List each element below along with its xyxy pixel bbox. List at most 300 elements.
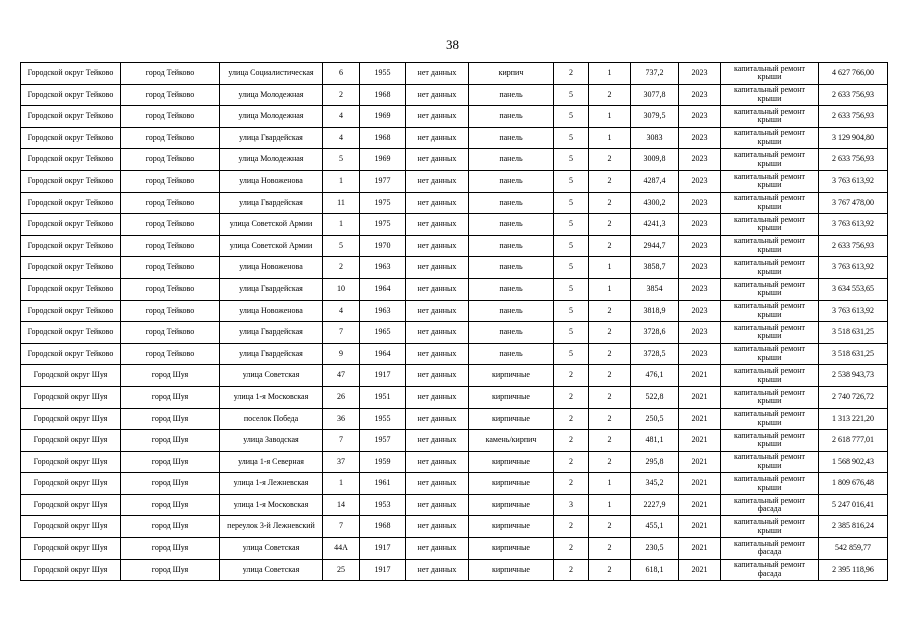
street-cell: улица Советской Армии [220, 214, 323, 236]
cost-cell: 1 568 902,43 [819, 451, 888, 473]
table-row [21, 192, 888, 214]
year-built-cell: 1917 [360, 559, 406, 581]
entrances-cell: 2 [589, 559, 631, 581]
work-year-cell: 2021 [679, 538, 721, 560]
year-built-cell: 1917 [360, 365, 406, 387]
house-number-cell: 44А [323, 538, 360, 560]
work-type-cell: капитальный ремонт крыши [721, 386, 819, 408]
municipality-cell: Городской округ Шуя [21, 516, 121, 538]
wall-material-cell: панель [469, 278, 554, 300]
work-year-cell: 2021 [679, 430, 721, 452]
floors-cell: 5 [554, 322, 589, 344]
table-body [21, 63, 888, 581]
entrances-cell: 2 [589, 538, 631, 560]
settlement-cell: город Тейково [121, 322, 220, 344]
data-note-cell: нет данных [406, 84, 469, 106]
table-row [21, 451, 888, 473]
area-cell: 4300,2 [631, 192, 679, 214]
municipality-cell: Городской округ Тейково [21, 214, 121, 236]
work-type-cell: капитальный ремонт крыши [721, 430, 819, 452]
floors-cell: 5 [554, 300, 589, 322]
data-note-cell: нет данных [406, 365, 469, 387]
work-type-cell: капитальный ремонт крыши [721, 84, 819, 106]
wall-material-cell: панель [469, 235, 554, 257]
area-cell: 2944,7 [631, 235, 679, 257]
area-cell: 3858,7 [631, 257, 679, 279]
data-note-cell: нет данных [406, 494, 469, 516]
year-built-cell: 1965 [360, 322, 406, 344]
municipality-cell: Городской округ Тейково [21, 257, 121, 279]
area-cell: 230,5 [631, 538, 679, 560]
year-built-cell: 1959 [360, 451, 406, 473]
wall-material-cell: кирпичные [469, 386, 554, 408]
street-cell: улица Советской Армии [220, 235, 323, 257]
entrances-cell: 2 [589, 365, 631, 387]
house-number-cell: 5 [323, 235, 360, 257]
page-number: 38 [446, 37, 459, 52]
municipality-cell: Городской округ Тейково [21, 343, 121, 365]
floors-cell: 5 [554, 235, 589, 257]
work-year-cell: 2023 [679, 84, 721, 106]
entrances-cell: 2 [589, 386, 631, 408]
wall-material-cell: кирпичные [469, 516, 554, 538]
area-cell: 3728,6 [631, 322, 679, 344]
cost-cell: 2 395 118,96 [819, 559, 888, 581]
street-cell: улица Гвардейская [220, 322, 323, 344]
area-cell: 476,1 [631, 365, 679, 387]
house-number-cell: 1 [323, 214, 360, 236]
data-note-cell: нет данных [406, 538, 469, 560]
house-number-cell: 9 [323, 343, 360, 365]
cost-cell: 3 767 478,00 [819, 192, 888, 214]
settlement-cell: город Шуя [121, 516, 220, 538]
work-year-cell: 2023 [679, 106, 721, 128]
work-type-cell: капитальный ремонт крыши [721, 214, 819, 236]
house-number-cell: 2 [323, 257, 360, 279]
floors-cell: 5 [554, 257, 589, 279]
street-cell: улица Социалистическая [220, 63, 323, 85]
house-number-cell: 36 [323, 408, 360, 430]
work-type-cell: капитальный ремонт крыши [721, 235, 819, 257]
data-note-cell: нет данных [406, 127, 469, 149]
entrances-cell: 2 [589, 84, 631, 106]
work-type-cell: капитальный ремонт крыши [721, 278, 819, 300]
house-number-cell: 4 [323, 300, 360, 322]
cost-cell: 3 518 631,25 [819, 343, 888, 365]
area-cell: 618,1 [631, 559, 679, 581]
work-type-cell: капитальный ремонт крыши [721, 300, 819, 322]
work-year-cell: 2023 [679, 322, 721, 344]
settlement-cell: город Тейково [121, 278, 220, 300]
buildings-table [20, 62, 888, 581]
table-row [21, 365, 888, 387]
municipality-cell: Городской округ Шуя [21, 494, 121, 516]
work-type-cell: капитальный ремонт крыши [721, 451, 819, 473]
entrances-cell: 2 [589, 343, 631, 365]
wall-material-cell: панель [469, 192, 554, 214]
year-built-cell: 1969 [360, 149, 406, 171]
floors-cell: 2 [554, 451, 589, 473]
house-number-cell: 37 [323, 451, 360, 473]
year-built-cell: 1955 [360, 63, 406, 85]
house-number-cell: 11 [323, 192, 360, 214]
table-row [21, 235, 888, 257]
wall-material-cell: кирпичные [469, 473, 554, 495]
area-cell: 3077,8 [631, 84, 679, 106]
street-cell: улица Гвардейская [220, 192, 323, 214]
work-year-cell: 2021 [679, 451, 721, 473]
year-built-cell: 1975 [360, 214, 406, 236]
work-year-cell: 2021 [679, 408, 721, 430]
data-note-cell: нет данных [406, 278, 469, 300]
cost-cell: 542 859,77 [819, 538, 888, 560]
entrances-cell: 1 [589, 473, 631, 495]
work-year-cell: 2023 [679, 343, 721, 365]
entrances-cell: 1 [589, 106, 631, 128]
house-number-cell: 6 [323, 63, 360, 85]
data-note-cell: нет данных [406, 170, 469, 192]
street-cell: улица Новоженова [220, 300, 323, 322]
floors-cell: 5 [554, 343, 589, 365]
street-cell: улица 1-я Московская [220, 494, 323, 516]
settlement-cell: город Тейково [121, 127, 220, 149]
cost-cell: 2 618 777,01 [819, 430, 888, 452]
year-built-cell: 1963 [360, 300, 406, 322]
wall-material-cell: панель [469, 149, 554, 171]
entrances-cell: 2 [589, 516, 631, 538]
data-note-cell: нет данных [406, 63, 469, 85]
area-cell: 4287,4 [631, 170, 679, 192]
area-cell: 3818,9 [631, 300, 679, 322]
settlement-cell: город Шуя [121, 408, 220, 430]
municipality-cell: Городской округ Тейково [21, 84, 121, 106]
work-type-cell: капитальный ремонт крыши [721, 473, 819, 495]
cost-cell: 3 763 613,92 [819, 300, 888, 322]
street-cell: улица Молодежная [220, 84, 323, 106]
wall-material-cell: кирпичные [469, 365, 554, 387]
settlement-cell: город Тейково [121, 84, 220, 106]
work-year-cell: 2023 [679, 127, 721, 149]
house-number-cell: 4 [323, 127, 360, 149]
wall-material-cell: панель [469, 322, 554, 344]
floors-cell: 5 [554, 214, 589, 236]
year-built-cell: 1968 [360, 127, 406, 149]
work-type-cell: капитальный ремонт крыши [721, 127, 819, 149]
floors-cell: 3 [554, 494, 589, 516]
municipality-cell: Городской округ Шуя [21, 408, 121, 430]
street-cell: улица Новоженова [220, 257, 323, 279]
cost-cell: 3 763 613,92 [819, 257, 888, 279]
settlement-cell: город Шуя [121, 386, 220, 408]
area-cell: 295,8 [631, 451, 679, 473]
street-cell: поселок Победа [220, 408, 323, 430]
wall-material-cell: панель [469, 343, 554, 365]
cost-cell: 3 518 631,25 [819, 322, 888, 344]
work-year-cell: 2023 [679, 235, 721, 257]
cost-cell: 2 633 756,93 [819, 84, 888, 106]
house-number-cell: 1 [323, 473, 360, 495]
settlement-cell: город Тейково [121, 106, 220, 128]
cost-cell: 2 633 756,93 [819, 235, 888, 257]
settlement-cell: город Тейково [121, 170, 220, 192]
work-type-cell: капитальный ремонт крыши [721, 63, 819, 85]
entrances-cell: 1 [589, 63, 631, 85]
table-row [21, 343, 888, 365]
settlement-cell: город Тейково [121, 149, 220, 171]
table-row [21, 149, 888, 171]
floors-cell: 2 [554, 516, 589, 538]
floors-cell: 5 [554, 192, 589, 214]
entrances-cell: 1 [589, 127, 631, 149]
entrances-cell: 2 [589, 214, 631, 236]
area-cell: 3079,5 [631, 106, 679, 128]
cost-cell: 2 385 816,24 [819, 516, 888, 538]
street-cell: улица Гвардейская [220, 343, 323, 365]
cost-cell: 3 763 613,92 [819, 214, 888, 236]
area-cell: 3728,5 [631, 343, 679, 365]
work-type-cell: капитальный ремонт фасада [721, 494, 819, 516]
table-row [21, 127, 888, 149]
floors-cell: 2 [554, 538, 589, 560]
entrances-cell: 2 [589, 322, 631, 344]
entrances-cell: 2 [589, 408, 631, 430]
cost-cell: 1 809 676,48 [819, 473, 888, 495]
data-note-cell: нет данных [406, 149, 469, 171]
settlement-cell: город Шуя [121, 430, 220, 452]
cost-cell: 4 627 766,00 [819, 63, 888, 85]
house-number-cell: 26 [323, 386, 360, 408]
data-note-cell: нет данных [406, 408, 469, 430]
cost-cell: 2 633 756,93 [819, 149, 888, 171]
floors-cell: 5 [554, 106, 589, 128]
work-type-cell: капитальный ремонт крыши [721, 192, 819, 214]
entrances-cell: 2 [589, 430, 631, 452]
work-year-cell: 2023 [679, 300, 721, 322]
work-year-cell: 2021 [679, 365, 721, 387]
area-cell: 3009,8 [631, 149, 679, 171]
municipality-cell: Городской округ Шуя [21, 559, 121, 581]
municipality-cell: Городской округ Тейково [21, 192, 121, 214]
work-type-cell: капитальный ремонт крыши [721, 322, 819, 344]
floors-cell: 5 [554, 278, 589, 300]
entrances-cell: 1 [589, 494, 631, 516]
house-number-cell: 7 [323, 516, 360, 538]
area-cell: 481,1 [631, 430, 679, 452]
settlement-cell: город Тейково [121, 235, 220, 257]
work-year-cell: 2021 [679, 516, 721, 538]
data-note-cell: нет данных [406, 214, 469, 236]
floors-cell: 2 [554, 559, 589, 581]
floors-cell: 5 [554, 84, 589, 106]
data-note-cell: нет данных [406, 192, 469, 214]
settlement-cell: город Шуя [121, 451, 220, 473]
house-number-cell: 1 [323, 170, 360, 192]
wall-material-cell: панель [469, 106, 554, 128]
table-row [21, 278, 888, 300]
table-row [21, 494, 888, 516]
entrances-cell: 1 [589, 278, 631, 300]
work-year-cell: 2021 [679, 473, 721, 495]
table-row [21, 322, 888, 344]
work-type-cell: капитальный ремонт крыши [721, 516, 819, 538]
work-type-cell: капитальный ремонт фасада [721, 538, 819, 560]
settlement-cell: город Тейково [121, 343, 220, 365]
municipality-cell: Городской округ Тейково [21, 278, 121, 300]
table-row [21, 84, 888, 106]
settlement-cell: город Тейково [121, 63, 220, 85]
wall-material-cell: панель [469, 84, 554, 106]
work-type-cell: капитальный ремонт крыши [721, 365, 819, 387]
cost-cell: 2 633 756,93 [819, 106, 888, 128]
table-row [21, 430, 888, 452]
table-row [21, 63, 888, 85]
year-built-cell: 1970 [360, 235, 406, 257]
floors-cell: 2 [554, 63, 589, 85]
data-note-cell: нет данных [406, 300, 469, 322]
year-built-cell: 1951 [360, 386, 406, 408]
settlement-cell: город Тейково [121, 192, 220, 214]
house-number-cell: 2 [323, 84, 360, 106]
cost-cell: 1 313 221,20 [819, 408, 888, 430]
wall-material-cell: панель [469, 170, 554, 192]
wall-material-cell: панель [469, 257, 554, 279]
entrances-cell: 2 [589, 235, 631, 257]
house-number-cell: 7 [323, 430, 360, 452]
area-cell: 250,5 [631, 408, 679, 430]
work-year-cell: 2023 [679, 214, 721, 236]
work-year-cell: 2021 [679, 494, 721, 516]
year-built-cell: 1961 [360, 473, 406, 495]
table-row [21, 106, 888, 128]
work-year-cell: 2021 [679, 559, 721, 581]
floors-cell: 5 [554, 149, 589, 171]
municipality-cell: Городской округ Тейково [21, 149, 121, 171]
table-row [21, 473, 888, 495]
wall-material-cell: панель [469, 127, 554, 149]
house-number-cell: 7 [323, 322, 360, 344]
work-year-cell: 2023 [679, 170, 721, 192]
cost-cell: 2 538 943,73 [819, 365, 888, 387]
entrances-cell: 2 [589, 170, 631, 192]
wall-material-cell: камень/кирпич [469, 430, 554, 452]
municipality-cell: Городской округ Шуя [21, 451, 121, 473]
cost-cell: 2 740 726,72 [819, 386, 888, 408]
cost-cell: 3 763 613,92 [819, 170, 888, 192]
settlement-cell: город Тейково [121, 257, 220, 279]
data-note-cell: нет данных [406, 235, 469, 257]
area-cell: 345,2 [631, 473, 679, 495]
house-number-cell: 25 [323, 559, 360, 581]
municipality-cell: Городской округ Тейково [21, 300, 121, 322]
table-row [21, 257, 888, 279]
year-built-cell: 1957 [360, 430, 406, 452]
floors-cell: 2 [554, 430, 589, 452]
house-number-cell: 5 [323, 149, 360, 171]
municipality-cell: Городской округ Тейково [21, 127, 121, 149]
year-built-cell: 1968 [360, 84, 406, 106]
work-year-cell: 2021 [679, 386, 721, 408]
work-type-cell: капитальный ремонт крыши [721, 170, 819, 192]
street-cell: улица 1-я Лежневская [220, 473, 323, 495]
municipality-cell: Городской округ Тейково [21, 322, 121, 344]
settlement-cell: город Шуя [121, 365, 220, 387]
settlement-cell: город Шуя [121, 473, 220, 495]
data-note-cell: нет данных [406, 430, 469, 452]
wall-material-cell: панель [469, 300, 554, 322]
work-type-cell: капитальный ремонт крыши [721, 343, 819, 365]
wall-material-cell: кирпичные [469, 559, 554, 581]
year-built-cell: 1964 [360, 343, 406, 365]
floors-cell: 2 [554, 365, 589, 387]
municipality-cell: Городской округ Шуя [21, 386, 121, 408]
settlement-cell: город Шуя [121, 494, 220, 516]
work-type-cell: капитальный ремонт фасада [721, 559, 819, 581]
street-cell: улица Молодежная [220, 106, 323, 128]
entrances-cell: 2 [589, 149, 631, 171]
house-number-cell: 47 [323, 365, 360, 387]
entrances-cell: 1 [589, 257, 631, 279]
wall-material-cell: кирпичные [469, 538, 554, 560]
municipality-cell: Городской округ Шуя [21, 430, 121, 452]
wall-material-cell: кирпичные [469, 408, 554, 430]
street-cell: улица Молодежная [220, 149, 323, 171]
cost-cell: 3 129 904,80 [819, 127, 888, 149]
municipality-cell: Городской округ Тейково [21, 106, 121, 128]
settlement-cell: город Тейково [121, 300, 220, 322]
floors-cell: 2 [554, 386, 589, 408]
area-cell: 3854 [631, 278, 679, 300]
municipality-cell: Городской округ Тейково [21, 170, 121, 192]
work-year-cell: 2023 [679, 278, 721, 300]
work-year-cell: 2023 [679, 63, 721, 85]
area-cell: 737,2 [631, 63, 679, 85]
table-row [21, 538, 888, 560]
municipality-cell: Городской округ Шуя [21, 473, 121, 495]
year-built-cell: 1917 [360, 538, 406, 560]
table-row [21, 386, 888, 408]
floors-cell: 2 [554, 408, 589, 430]
entrances-cell: 2 [589, 300, 631, 322]
area-cell: 2227,9 [631, 494, 679, 516]
street-cell: переулок 3-й Лежневский [220, 516, 323, 538]
street-cell: улица Советская [220, 365, 323, 387]
wall-material-cell: кирпичные [469, 451, 554, 473]
work-type-cell: капитальный ремонт крыши [721, 106, 819, 128]
cost-cell: 5 247 016,41 [819, 494, 888, 516]
table-row [21, 516, 888, 538]
municipality-cell: Городской округ Шуя [21, 538, 121, 560]
municipality-cell: Городской округ Шуя [21, 365, 121, 387]
year-built-cell: 1955 [360, 408, 406, 430]
area-cell: 455,1 [631, 516, 679, 538]
street-cell: улица 1-я Московская [220, 386, 323, 408]
house-number-cell: 10 [323, 278, 360, 300]
work-type-cell: капитальный ремонт крыши [721, 149, 819, 171]
house-number-cell: 4 [323, 106, 360, 128]
area-cell: 3083 [631, 127, 679, 149]
floors-cell: 5 [554, 127, 589, 149]
entrances-cell: 2 [589, 192, 631, 214]
work-year-cell: 2023 [679, 149, 721, 171]
municipality-cell: Городской округ Тейково [21, 235, 121, 257]
street-cell: улица Советская [220, 538, 323, 560]
year-built-cell: 1975 [360, 192, 406, 214]
street-cell: улица Новоженова [220, 170, 323, 192]
settlement-cell: город Тейково [121, 214, 220, 236]
work-year-cell: 2023 [679, 257, 721, 279]
data-note-cell: нет данных [406, 343, 469, 365]
wall-material-cell: панель [469, 214, 554, 236]
